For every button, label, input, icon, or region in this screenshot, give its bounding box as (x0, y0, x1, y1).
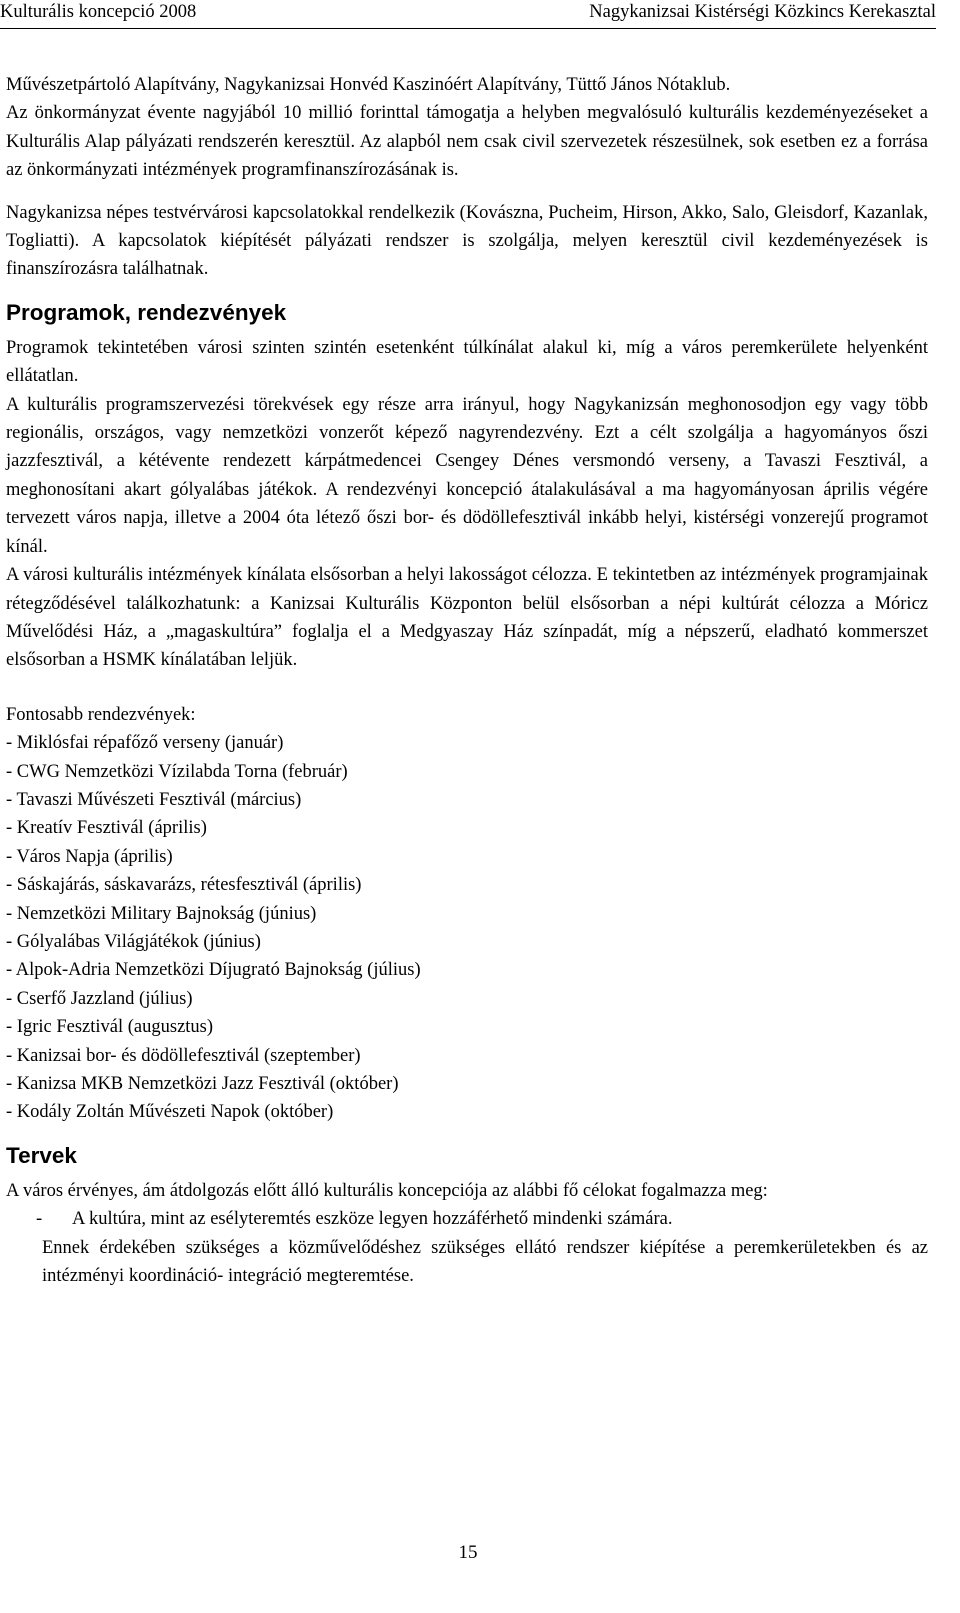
paragraph-programs-institutions: A városi kulturális intézmények kínálata elsősorban a helyi lakosságot célozza. E tekintetben az intézmények programjainak rétegződésével találkozhatunk: a Kanizsai Kulturális Központon belül elsősorban a népi kultúrát célozza a Móricz Művelődési Ház, a „magaskultúra” foglalja el a Medgyaszay Ház színpadát, míg a népszerű, eladható kommerszet elsősorban a HSMK kínálatában leljük. (6, 565, 928, 671)
event-item: - Kreatív Fesztivál (április) (6, 818, 207, 839)
event-item: - Cserfő Jazzland (július) (6, 988, 193, 1009)
plans-bullet (6, 1205, 928, 1233)
event-item: - Alpok-Adria Nemzetközi Díjugrató Bajnokság (július) (6, 960, 421, 981)
paragraph-programs-efforts: A kulturális programszervezési törekvések egy része arra irányul, hogy Nagykanizsán meghonosodjon egy vagy több regionális, országos, vagy nemzetközi vonzerőt képező nagyrendezvény. Ezt a célt szolgálja a hagyományos őszi jazzfesztivál, a kétévente rendezett kárpátmedencei Csengey Dénes versmondó verseny, a Tavaszi Fesztivál, a meghonosítani akart gólyalábas játékok. A rendezvényi koncepció átalakulásával a ma hagyományosan április végére tervezett város napja, illetve a 2004 óta létező őszi bor- és dödöllefesztivál inkább helyi, kistérségi vonzerejű programot kínál. (6, 394, 928, 557)
section-heading-plans: Tervek (6, 1142, 77, 1168)
bullet-dash: - (36, 1209, 43, 1230)
paragraph-cultural-fund: Az önkormányzat évente nagyjából 10 millió forinttal támogatja a helyben megvalósuló kulturális kezdeményezéseket a Kulturális Alap pályázati rendszerén keresztül. Az alapból nem csak civil szervezetek részesülnek, sok esetben ez a forrása az önkormányzati intézmények programfinanszírozásának is. (6, 103, 928, 181)
event-item: - Miklósfai répafőző verseny (január) (6, 733, 284, 754)
event-item: - Város Napja (április) (6, 846, 173, 867)
event-item: - Igric Fesztivál (augusztus) (6, 1017, 214, 1038)
paragraph-programs-overview: Programok tekintetében városi szinten szintén esetenként túlkínálat alakul ki, míg a város peremkerülete helyenként ellátatlan. (6, 337, 928, 387)
event-item: - Sáskajárás, sáskavarázs, rétesfesztivál (április) (6, 875, 362, 896)
page-header (0, 0, 936, 29)
event-item: - Kodály Zoltán Művészeti Napok (október) (6, 1102, 334, 1123)
event-item: - Tavaszi Művészeti Fesztivál (március) (6, 789, 302, 810)
header-document-title: Kulturális koncepció 2008 (0, 2, 197, 22)
events-intro: Fontosabb rendezvények: (6, 704, 196, 725)
section-heading-programs: Programok, rendezvények (6, 299, 287, 325)
plans-bullet-text: A kultúra, mint az esélyteremtés eszköze legyen hozzáférhető mindenki számára. (72, 1209, 673, 1230)
paragraph-twin-cities: Nagykanizsa népes testvérvárosi kapcsolatokkal rendelkezik (Kovászna, Pucheim, Hirson, Akko, Salo, Gleisdorf, Kazanlak, Togliatti). A kapcsolatok kiépítését pályázati rendszer is szolgálja, melyen keresztül civil kezdeményezések is finanszírozásra találhatnak. (6, 202, 928, 280)
event-item: - Gólyalábas Világjátékok (június) (6, 931, 261, 952)
event-item: - Nemzetközi Military Bajnokság (június) (6, 903, 317, 924)
event-item: - Kanizsai bor- és dödöllefesztivál (szeptember) (6, 1045, 361, 1066)
paragraph-foundations: Művészetpártoló Alapítvány, Nagykanizsai Honvéd Kaszinóért Alapítvány, Tüttő János Nótaklub. (6, 75, 731, 95)
event-item: - CWG Nemzetközi Vízilabda Torna (február) (6, 761, 348, 782)
page-number: 15 (458, 1542, 478, 1563)
plans-bullet-continuation: Ennek érdekében szükséges a közművelődéshez szükséges ellátó rendszer kiépítése a peremkerületekben és az intézményi koordináció- integráció megteremtése. (42, 1237, 928, 1287)
event-item: - Kanizsa MKB Nemzetközi Jazz Fesztivál (október) (6, 1074, 399, 1094)
header-organization: Nagykanizsai Kistérségi Közkincs Kerekasztal (589, 2, 936, 22)
page-content (6, 71, 928, 1290)
events-list (6, 729, 928, 1127)
paragraph-plans-intro: A város érvényes, ám átdolgozás előtt álló kulturális koncepciója az alábbi fő célokat fogalmazza meg: (6, 1180, 768, 1201)
